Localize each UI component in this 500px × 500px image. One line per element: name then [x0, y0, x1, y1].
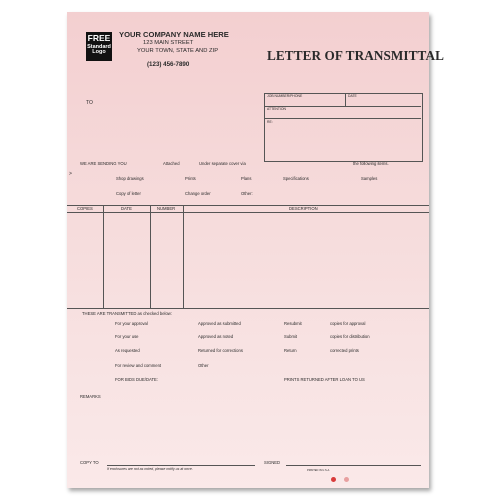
company-phone: (123) 456-7890	[147, 61, 190, 68]
job-info-box	[264, 93, 423, 162]
page-title: LETTER OF TRANSMITTAL	[267, 48, 444, 63]
enclosure-notice: If enclosures are not as noted, please notify us at once.	[107, 467, 193, 471]
company-street: 123 MAIN STREET	[143, 40, 194, 46]
date-header: DATE	[121, 206, 132, 211]
red-dot-icon	[331, 477, 336, 482]
table-col-divider-1	[103, 205, 104, 308]
number-header: NUMBER	[157, 206, 176, 211]
remarks-label: REMARKS	[80, 394, 101, 399]
plans-option: Plans	[241, 176, 252, 181]
prints-option: Prints	[185, 176, 196, 181]
return-option: Return	[284, 348, 297, 353]
table-header-line	[67, 212, 429, 213]
transmitted-label: THESE ARE TRANSMITTED as checked below:	[82, 311, 172, 316]
job-row-divider	[264, 106, 421, 107]
attention-label: ATTENTION	[267, 107, 286, 111]
returned-corrections-option: Returned for corrections	[198, 348, 243, 353]
printed-in-usa: PRINTED IN U.S.A.	[307, 469, 330, 472]
copy-of-letter-option: Copy of letter	[116, 191, 141, 196]
date-divider	[345, 93, 346, 106]
copies-header: COPIES	[77, 206, 93, 211]
for-use-option: For your use	[115, 334, 139, 339]
date-label: DATE	[348, 94, 357, 98]
table-col-divider-3	[183, 205, 184, 308]
as-requested-option: As requested	[115, 348, 140, 353]
sending-label: WE ARE SENDING YOU	[80, 161, 127, 166]
corrected-prints-text: corrected prints	[330, 348, 359, 353]
signature-line	[286, 465, 421, 466]
following-items-text: the following items.	[353, 161, 389, 166]
other-option: Other:	[241, 191, 253, 196]
resubmit-option: Resubmit	[284, 321, 302, 326]
copies-approval-text: copies for approval	[330, 321, 366, 326]
prints-returned-label: PRINTS RETURNED AFTER LOAN TO US	[284, 377, 365, 382]
for-approval-option: For your approval	[115, 321, 148, 326]
review-comment-option: For review and comment	[115, 363, 162, 368]
company-name: YOUR COMPANY NAME HERE	[119, 30, 229, 39]
approved-submitted-option: Approved as submitted	[198, 321, 241, 326]
logo-standard-text: Standard	[87, 43, 111, 50]
logo-word-text: Logo	[92, 49, 106, 56]
attached-option: Attached	[163, 161, 180, 166]
table-col-divider-2	[150, 205, 151, 308]
job-number-label: JOB NUMBER/PHONE	[267, 94, 303, 98]
approved-noted-option: Approved as noted	[198, 334, 234, 339]
table-bottom-line	[67, 308, 429, 309]
company-city: YOUR TOWN, STATE AND ZIP	[137, 48, 219, 54]
copy-to-label: COPY TO	[80, 460, 99, 465]
copy-to-line	[107, 465, 255, 466]
logo-free-text: FREE	[87, 33, 111, 43]
signed-label: SIGNED	[264, 460, 281, 465]
standard-logo	[86, 32, 112, 61]
transmittal-form	[67, 12, 444, 488]
samples-option: Samples	[361, 176, 378, 181]
other-transmit-option: Other	[198, 363, 209, 368]
bids-due-label: FOR BIDS DUE/DATE:	[115, 377, 158, 382]
attention-row-divider	[264, 118, 421, 119]
submit-option: Submit	[284, 334, 298, 339]
copies-distribution-text: copies for distribution	[330, 334, 370, 339]
specifications-option: Specifications	[283, 176, 309, 181]
to-label: TO	[86, 100, 93, 106]
arrow-icon: >	[69, 171, 72, 177]
description-header: DESCRIPTION	[289, 206, 318, 211]
re-label: RE:	[267, 120, 273, 124]
shop-drawings-option: Shop drawings	[116, 176, 144, 181]
pink-dot-icon	[344, 477, 349, 482]
change-order-option: Change order	[185, 191, 211, 196]
separate-cover-option: Under separate cover via	[199, 161, 246, 166]
